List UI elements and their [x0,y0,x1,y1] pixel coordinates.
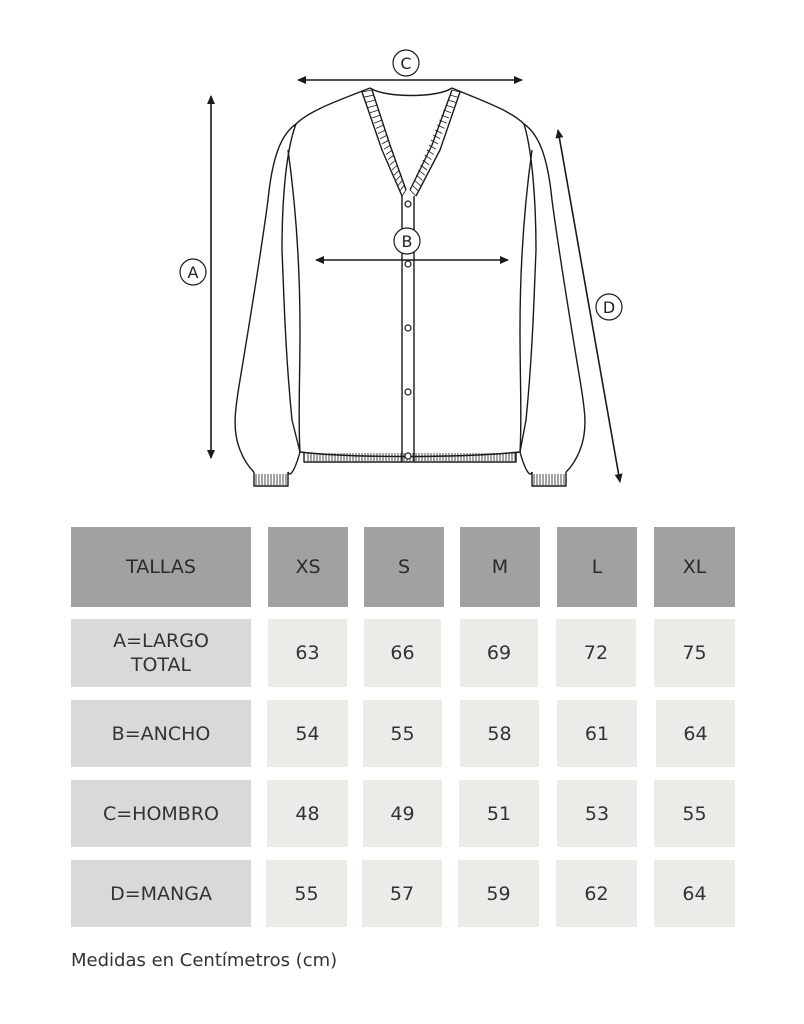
row-label-line1: D=MANGA [110,882,212,905]
value-cell: 55 [654,780,735,847]
value-cell: 64 [656,700,735,767]
header-xl: XL [654,527,735,607]
cardigan-outline [235,88,585,486]
value-cell: 48 [267,780,348,847]
value-cell: 75 [654,619,735,687]
svg-text:C: C [400,54,412,73]
row-label-line2: TOTAL [130,654,192,676]
value-cell: 61 [557,700,637,767]
label-b [394,228,420,254]
value-cell: 58 [460,700,539,767]
row-label-manga [71,860,251,927]
row-label-line1: C=HOMBRO [102,802,219,825]
units-footnote: Medidas en Centímetros (cm) [71,950,338,971]
header-m: M [460,527,540,607]
header-s: S [364,527,444,607]
value-cell: 63 [268,619,347,687]
svg-text:A: A [187,263,199,282]
value-cell: 55 [363,700,442,767]
header-l: L [557,527,637,607]
measurement-arrows [211,80,620,482]
header-xs: XS [268,527,348,607]
cardigan-measurement-diagram [0,0,804,500]
value-cell: 49 [363,780,442,847]
value-cell: 72 [556,619,636,687]
row-label-ancho [71,700,251,767]
value-cell: 57 [362,860,442,927]
value-cell: 55 [266,860,347,927]
label-d [596,294,622,320]
value-cell: 53 [557,780,637,847]
value-cell: 64 [654,860,735,927]
value-cell: 51 [459,780,539,847]
header-tallas: TALLAS [71,527,251,607]
svg-text:B: B [401,232,413,251]
label-c [393,50,419,76]
row-label-hombro [71,780,251,847]
rib-texture [256,90,564,485]
value-cell: 66 [364,619,441,687]
label-a [180,259,206,285]
row-label-largo-total [71,619,251,687]
value-cell: 54 [267,700,348,767]
row-label-line1: B=ANCHO [111,722,211,745]
value-cell: 59 [458,860,539,927]
value-cell: 62 [556,860,637,927]
row-label-line1: A=LARGO [113,630,209,652]
svg-text:D: D [602,298,616,317]
value-cell: 69 [460,619,538,687]
